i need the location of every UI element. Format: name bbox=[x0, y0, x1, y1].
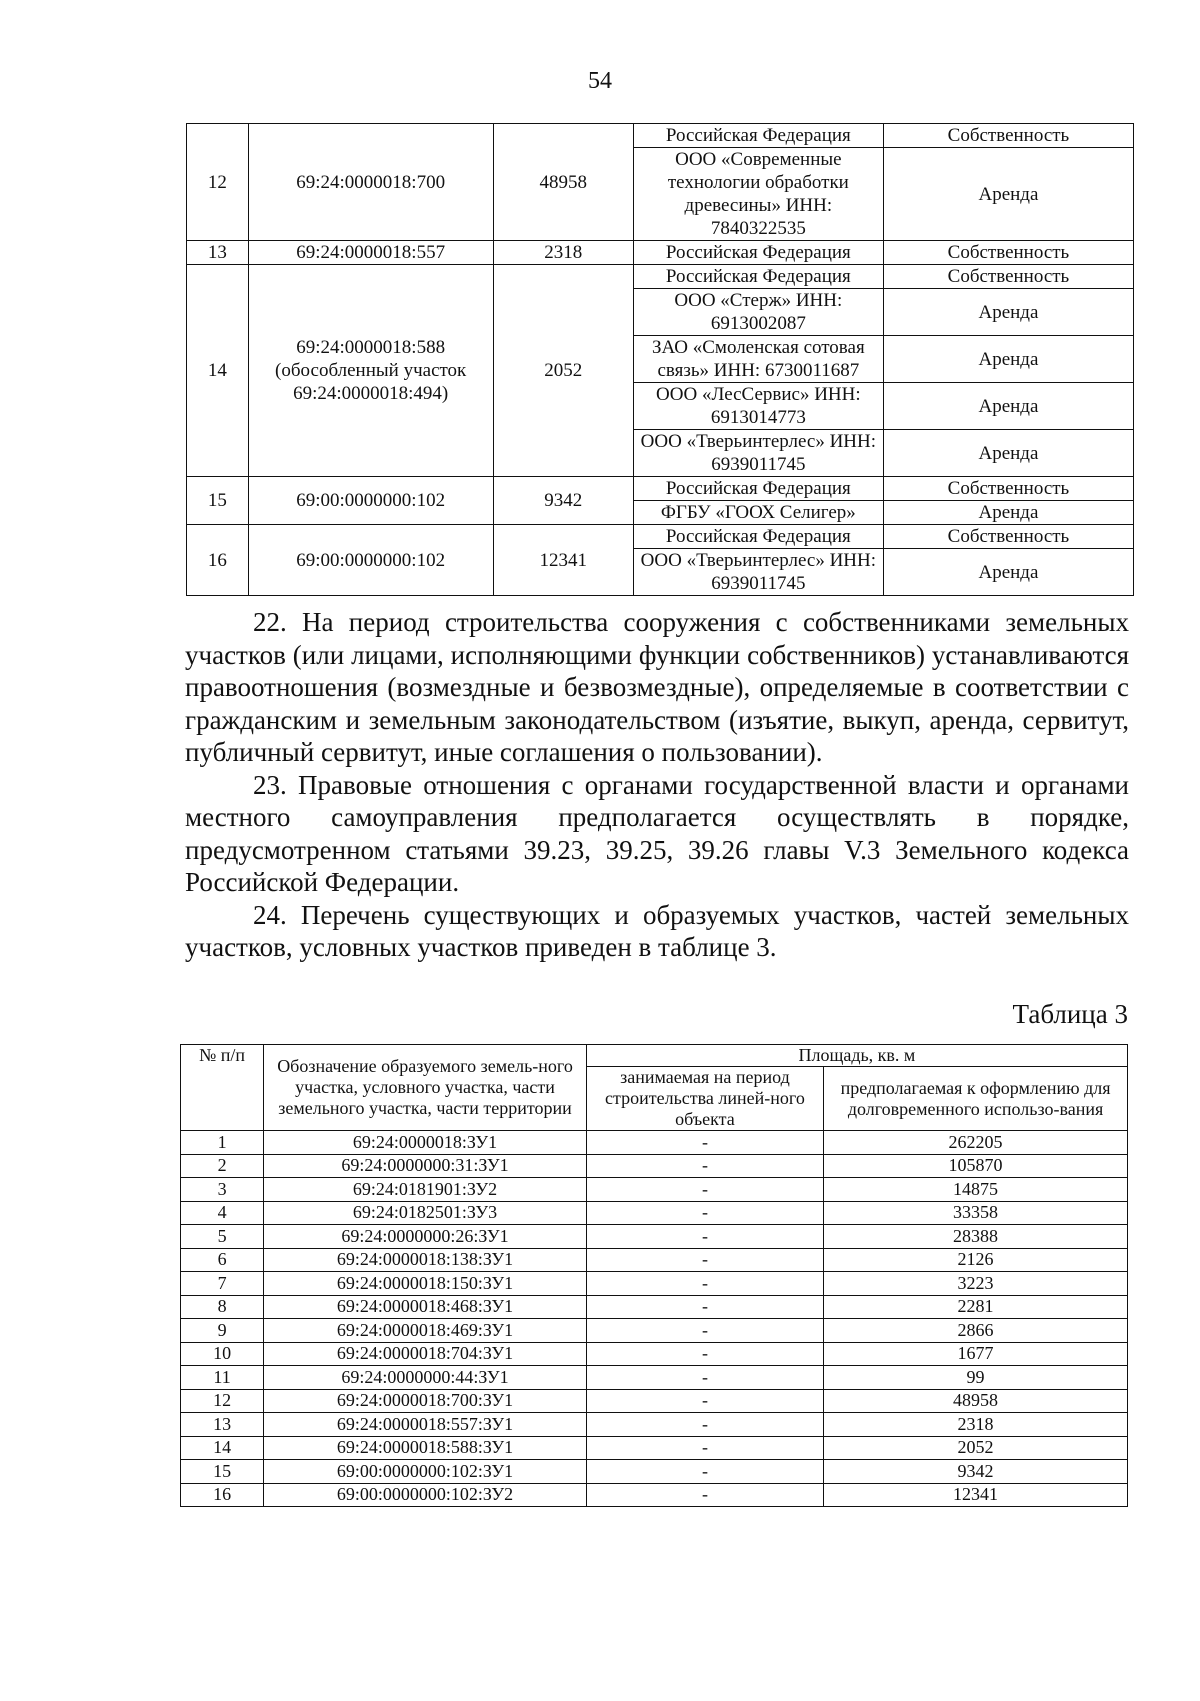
row-number: 14 bbox=[187, 265, 249, 477]
permanent-area: 2318 bbox=[824, 1413, 1128, 1437]
temporary-area: - bbox=[586, 1389, 823, 1413]
table-row bbox=[181, 1178, 1128, 1202]
right-type: Аренда bbox=[883, 501, 1133, 525]
permanent-area: 2866 bbox=[824, 1319, 1128, 1343]
temporary-area: - bbox=[586, 1272, 823, 1296]
header-designation: Обозначение образуемого земель-ного участка, условного участка, части земельного участка, части территории bbox=[264, 1045, 587, 1131]
plot-designation: 69:24:0000000:31:ЗУ1 bbox=[264, 1154, 587, 1178]
row-number: 8 bbox=[181, 1295, 264, 1319]
table-row bbox=[181, 1225, 1128, 1249]
row-number: 10 bbox=[181, 1342, 264, 1366]
table-row bbox=[181, 1436, 1128, 1460]
temporary-area: - bbox=[586, 1178, 823, 1202]
temporary-area: - bbox=[586, 1436, 823, 1460]
right-type: Собственность bbox=[883, 265, 1133, 289]
plot-designation: 69:24:0000000:26:ЗУ1 bbox=[264, 1225, 587, 1249]
cadastral-number: 69:24:0000018:700 bbox=[248, 124, 493, 241]
header-temporary: занимаемая на период строительства линей-ного объекта bbox=[586, 1067, 823, 1131]
paragraph-23: 23. Правовые отношения с органами государственной власти и органами местного самоуправления предполагается осуществлять в порядке, предусмотренном статьями 39.23, 39.25, 39.26 главы V.3 Земельного кодекса Российской Федерации. bbox=[185, 769, 1129, 897]
plot-designation: 69:24:0000018:469:ЗУ1 bbox=[264, 1319, 587, 1343]
rights-holder: ФГБУ «ГООХ Селигер» bbox=[633, 501, 883, 525]
plot-designation: 69:24:0000018:ЗУ1 bbox=[264, 1131, 587, 1155]
cadastral-number: 69:00:0000000:102 bbox=[248, 477, 493, 525]
right-type: Аренда bbox=[883, 336, 1133, 383]
permanent-area: 33358 bbox=[824, 1201, 1128, 1225]
plot-area: 12341 bbox=[493, 525, 633, 596]
table-row bbox=[181, 1272, 1128, 1296]
rights-holder: ЗАО «Смоленская сотовая связь» ИНН: 6730011687 bbox=[633, 336, 883, 383]
permanent-area: 2281 bbox=[824, 1295, 1128, 1319]
permanent-area: 1677 bbox=[824, 1342, 1128, 1366]
temporary-area: - bbox=[586, 1225, 823, 1249]
page-number: 54 bbox=[588, 68, 612, 94]
row-number: 3 bbox=[181, 1178, 264, 1202]
table-row bbox=[181, 1389, 1128, 1413]
temporary-area: - bbox=[586, 1366, 823, 1390]
row-number: 16 bbox=[187, 525, 249, 596]
plot-designation: 69:24:0000018:700:ЗУ1 bbox=[264, 1389, 587, 1413]
plots-table bbox=[180, 1044, 1128, 1507]
permanent-area: 3223 bbox=[824, 1272, 1128, 1296]
permanent-area: 2052 bbox=[824, 1436, 1128, 1460]
permanent-area: 99 bbox=[824, 1366, 1128, 1390]
right-type: Аренда bbox=[883, 289, 1133, 336]
rights-holder: ООО «Стерж» ИНН: 6913002087 bbox=[633, 289, 883, 336]
plot-designation: 69:24:0181901:ЗУ2 bbox=[264, 1178, 587, 1202]
table-row bbox=[187, 241, 1134, 265]
right-type: Аренда bbox=[883, 148, 1133, 241]
plot-area: 2052 bbox=[493, 265, 633, 477]
table-row bbox=[187, 124, 1134, 148]
plot-area: 2318 bbox=[493, 241, 633, 265]
rights-holder: Российская Федерация bbox=[633, 124, 883, 148]
row-number: 6 bbox=[181, 1248, 264, 1272]
row-number: 4 bbox=[181, 1201, 264, 1225]
temporary-area: - bbox=[586, 1131, 823, 1155]
rights-holder: ООО «Современные технологии обработки древесины» ИНН: 7840322535 bbox=[633, 148, 883, 241]
row-number: 2 bbox=[181, 1154, 264, 1178]
plot-designation: 69:24:0000018:704:ЗУ1 bbox=[264, 1342, 587, 1366]
row-number: 1 bbox=[181, 1131, 264, 1155]
body-text bbox=[185, 606, 1129, 964]
temporary-area: - bbox=[586, 1319, 823, 1343]
temporary-area: - bbox=[586, 1201, 823, 1225]
table-row bbox=[181, 1483, 1128, 1507]
table-row bbox=[181, 1154, 1128, 1178]
table-row bbox=[187, 525, 1134, 549]
row-number: 15 bbox=[181, 1460, 264, 1484]
right-type: Собственность bbox=[883, 124, 1133, 148]
cadastral-number: 69:00:0000000:102 bbox=[248, 525, 493, 596]
land-rights-table bbox=[186, 123, 1134, 596]
table-row bbox=[181, 1131, 1128, 1155]
table-row bbox=[181, 1319, 1128, 1343]
row-number: 12 bbox=[187, 124, 249, 241]
row-number: 15 bbox=[187, 477, 249, 525]
table-row bbox=[187, 265, 1134, 289]
permanent-area: 2126 bbox=[824, 1248, 1128, 1272]
paragraph-24: 24. Перечень существующих и образуемых участков, частей земельных участков, условных участков приведен в таблице 3. bbox=[185, 899, 1129, 962]
header-permanent: предполагаемая к оформлению для долговременного использо-вания bbox=[824, 1067, 1128, 1131]
permanent-area: 9342 bbox=[824, 1460, 1128, 1484]
cadastral-number: 69:24:0000018:557 bbox=[248, 241, 493, 265]
rights-holder: Российская Федерация bbox=[633, 525, 883, 549]
table-row bbox=[181, 1201, 1128, 1225]
right-type: Аренда bbox=[883, 383, 1133, 430]
right-type: Аренда bbox=[883, 549, 1133, 596]
row-number: 16 bbox=[181, 1483, 264, 1507]
header-area-group: Площадь, кв. м bbox=[586, 1045, 1127, 1067]
permanent-area: 14875 bbox=[824, 1178, 1128, 1202]
table-row bbox=[181, 1295, 1128, 1319]
temporary-area: - bbox=[586, 1342, 823, 1366]
row-number: 9 bbox=[181, 1319, 264, 1343]
plot-designation: 69:24:0000018:468:ЗУ1 bbox=[264, 1295, 587, 1319]
plot-designation: 69:24:0000000:44:ЗУ1 bbox=[264, 1366, 587, 1390]
row-number: 14 bbox=[181, 1436, 264, 1460]
row-number: 13 bbox=[181, 1413, 264, 1437]
header-no: № п/п bbox=[181, 1045, 264, 1131]
table-row bbox=[181, 1460, 1128, 1484]
row-number: 13 bbox=[187, 241, 249, 265]
plot-area: 9342 bbox=[493, 477, 633, 525]
cadastral-number: 69:24:0000018:588 (обособленный участок 69:24:0000018:494) bbox=[248, 265, 493, 477]
plot-designation: 69:24:0000018:138:ЗУ1 bbox=[264, 1248, 587, 1272]
rights-holder: ООО «Тверьинтерлес» ИНН: 6939011745 bbox=[633, 430, 883, 477]
table-row bbox=[181, 1413, 1128, 1437]
temporary-area: - bbox=[586, 1248, 823, 1272]
plot-designation: 69:24:0000018:557:ЗУ1 bbox=[264, 1413, 587, 1437]
right-type: Собственность bbox=[883, 477, 1133, 501]
plot-area: 48958 bbox=[493, 124, 633, 241]
table-row bbox=[187, 477, 1134, 501]
right-type: Аренда bbox=[883, 430, 1133, 477]
right-type: Собственность bbox=[883, 241, 1133, 265]
row-number: 11 bbox=[181, 1366, 264, 1390]
rights-holder: ООО «ЛесСервис» ИНН: 6913014773 bbox=[633, 383, 883, 430]
permanent-area: 12341 bbox=[824, 1483, 1128, 1507]
table-3-caption: Таблица 3 bbox=[1012, 999, 1128, 1029]
table-row bbox=[181, 1248, 1128, 1272]
permanent-area: 28388 bbox=[824, 1225, 1128, 1249]
temporary-area: - bbox=[586, 1295, 823, 1319]
temporary-area: - bbox=[586, 1413, 823, 1437]
row-number: 12 bbox=[181, 1389, 264, 1413]
plot-designation: 69:24:0000018:150:ЗУ1 bbox=[264, 1272, 587, 1296]
paragraph-22: 22. На период строительства сооружения с собственниками земельных участков (или лицами, исполняющими функции собственников) устанавливаются правоотношения (возмездные и безвозмездные), определяемые в соответствии с гражданским и земельным законодательством (изъятие, выкуп, аренда, сервитут, публичный сервитут, иные соглашения о пользовании). bbox=[185, 607, 1129, 767]
permanent-area: 105870 bbox=[824, 1154, 1128, 1178]
plot-designation: 69:00:0000000:102:ЗУ1 bbox=[264, 1460, 587, 1484]
permanent-area: 262205 bbox=[824, 1131, 1128, 1155]
plot-designation: 69:24:0000018:588:ЗУ1 bbox=[264, 1436, 587, 1460]
permanent-area: 48958 bbox=[824, 1389, 1128, 1413]
rights-holder: Российская Федерация bbox=[633, 265, 883, 289]
table-row bbox=[181, 1366, 1128, 1390]
plot-designation: 69:00:0000000:102:ЗУ2 bbox=[264, 1483, 587, 1507]
row-number: 5 bbox=[181, 1225, 264, 1249]
temporary-area: - bbox=[586, 1460, 823, 1484]
row-number: 7 bbox=[181, 1272, 264, 1296]
table-row bbox=[181, 1342, 1128, 1366]
right-type: Собственность bbox=[883, 525, 1133, 549]
rights-holder: ООО «Тверьинтерлес» ИНН: 6939011745 bbox=[633, 549, 883, 596]
rights-holder: Российская Федерация bbox=[633, 241, 883, 265]
rights-holder: Российская Федерация bbox=[633, 477, 883, 501]
plot-designation: 69:24:0182501:ЗУ3 bbox=[264, 1201, 587, 1225]
temporary-area: - bbox=[586, 1483, 823, 1507]
temporary-area: - bbox=[586, 1154, 823, 1178]
